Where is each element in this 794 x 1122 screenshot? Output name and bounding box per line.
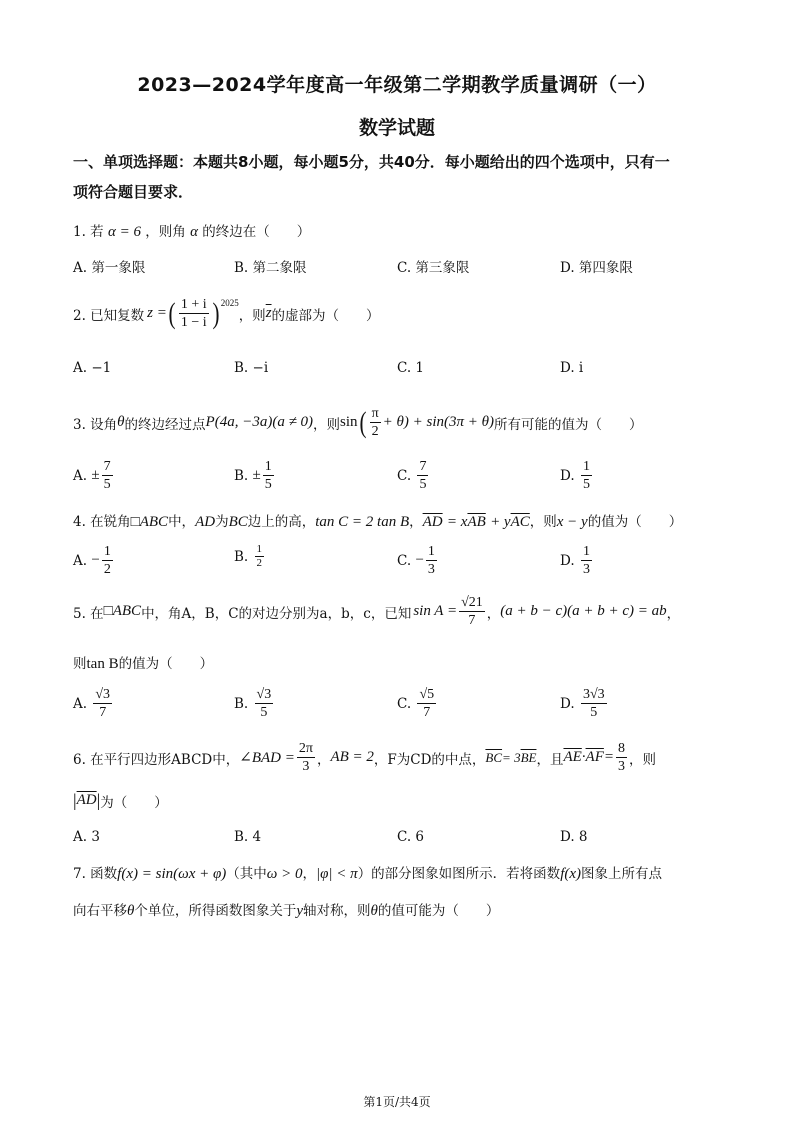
q7-fx2: f(x) bbox=[560, 866, 582, 882]
q4-option-c bbox=[397, 543, 439, 578]
q2-prefix: 2. 已知复数 bbox=[73, 307, 145, 324]
q6-vec-ae: $\overline{AE}$ bbox=[563, 749, 582, 765]
q7-function: f(x) = sin(ωx + φ) bbox=[117, 866, 227, 882]
q4-vec-ac: $\overline{AC}$ bbox=[510, 514, 530, 530]
q4-option-d-label: D. bbox=[560, 552, 575, 569]
q5-tanb: tan B bbox=[86, 656, 119, 672]
q3-option-a-sign: ± bbox=[91, 467, 100, 483]
question-3 bbox=[73, 405, 643, 440]
q7-omega: ω > 0 bbox=[266, 866, 303, 882]
q6-vec-af: $\overline{AF}$ bbox=[585, 749, 604, 765]
q3-expr-tail: + θ) + sin(3π + θ) bbox=[382, 414, 494, 430]
q5-option-d-num: 3√3 bbox=[582, 687, 605, 702]
q5-line2-post: 的值为（ ） bbox=[118, 656, 214, 672]
q7-line2: 向右平移 bbox=[73, 903, 127, 919]
q3-option-d-den: 5 bbox=[582, 477, 590, 492]
q4-option-c-sign: − bbox=[415, 552, 424, 568]
q6-prefix: 6. 在平行四边形ABCD中， bbox=[73, 751, 240, 768]
q4-comma: ， bbox=[409, 514, 423, 530]
q6-option-b: B. 4 bbox=[234, 829, 262, 845]
q3-option-a bbox=[73, 458, 115, 493]
q3-mid1: 的终边经过点 bbox=[124, 416, 206, 433]
q6-abs-left: | bbox=[73, 790, 77, 810]
q4-option-b-label: B. bbox=[234, 548, 249, 565]
q4-triangle: □ABC bbox=[130, 514, 169, 530]
exam-subtitle: 数学试题 bbox=[358, 117, 435, 139]
q2-option-c: C. 1 bbox=[397, 360, 425, 376]
question-6-line2 bbox=[73, 790, 168, 811]
q5-option-c bbox=[397, 686, 438, 721]
q6-angle-num: 2π bbox=[298, 741, 313, 756]
question-7 bbox=[73, 862, 662, 883]
question-2 bbox=[73, 296, 380, 331]
q5-sina: sin A = bbox=[413, 603, 458, 619]
q4-plus: + y bbox=[490, 514, 511, 530]
q6-vec-be: $\overline{BE}$ bbox=[520, 749, 537, 765]
q7-theta: θ bbox=[127, 903, 135, 919]
q6-eq1: = 3 bbox=[502, 749, 521, 765]
q5-option-c-label: C. bbox=[397, 695, 412, 712]
q6-option-a: A. 3 bbox=[73, 829, 100, 845]
q3-lparen: ( bbox=[359, 405, 367, 439]
q1-option-b: B. 第二象限 bbox=[234, 260, 307, 276]
q5-prefix: 5. 在 bbox=[73, 605, 104, 622]
q2-z: z = bbox=[147, 305, 167, 321]
q2-denominator: 1 − i bbox=[180, 315, 207, 330]
q5-equation: (a + b − c)(a + b + c) = ab bbox=[500, 603, 667, 619]
q5-option-d bbox=[560, 686, 609, 721]
q4-option-a bbox=[73, 543, 115, 578]
q7-theta2: θ bbox=[370, 903, 378, 919]
q7-y-axis: y bbox=[296, 903, 304, 919]
q4-option-b-num: 1 bbox=[256, 543, 263, 555]
q6-abs-right: | bbox=[96, 790, 101, 810]
q6-option-c: C. 6 bbox=[397, 829, 425, 845]
q4-option-a-sign: − bbox=[91, 552, 100, 568]
q1-mid: ，则角 bbox=[145, 224, 186, 240]
q5-option-a-den: 7 bbox=[99, 705, 107, 720]
question-1 bbox=[73, 220, 310, 241]
q2-post: 的虚部为（ ） bbox=[271, 307, 380, 324]
q3-option-d-label: D. bbox=[560, 467, 575, 484]
q6-mid2: ，F为CD的中点， bbox=[373, 751, 486, 768]
q4-option-c-label: C. bbox=[397, 552, 412, 569]
q3-prefix: 3. 设角 bbox=[73, 416, 118, 433]
q6-line2-post: 为（ ） bbox=[100, 794, 168, 811]
q5-option-c-den: 7 bbox=[423, 705, 431, 720]
q3-mid2: ，则 bbox=[313, 416, 341, 433]
q7-line2d: 的值可能为（ ） bbox=[377, 903, 500, 919]
q5-option-c-num: √5 bbox=[419, 687, 435, 702]
q2-option-b: B. −i bbox=[234, 360, 269, 376]
q4-tan: tan C = 2 tan B bbox=[315, 514, 410, 530]
q4-mid1: 中， bbox=[168, 514, 196, 530]
q3-option-a-label: A. bbox=[73, 467, 88, 484]
q6-angle: ∠BAD = bbox=[239, 750, 295, 766]
question-5-line2 bbox=[73, 652, 213, 673]
q4-option-b bbox=[234, 543, 266, 570]
page-footer: 第1页/共4页 bbox=[363, 1095, 431, 1109]
question-7-line2 bbox=[73, 899, 499, 920]
q4-option-a-num: 1 bbox=[103, 544, 111, 559]
q3-point: P(4a, −3a)(a ≠ 0) bbox=[205, 414, 314, 430]
q3-sin: sin bbox=[340, 414, 358, 430]
q3-option-c bbox=[397, 458, 430, 493]
q5-denominator: 7 bbox=[468, 613, 476, 628]
q6-result-num: 8 bbox=[618, 741, 625, 756]
q2-numerator: 1 + i bbox=[180, 297, 207, 312]
q4-prefix: 4. 在锐角 bbox=[73, 514, 131, 530]
q3-option-b-num: 1 bbox=[264, 459, 272, 474]
q3-option-a-den: 5 bbox=[103, 477, 111, 492]
q5-option-b bbox=[234, 686, 275, 721]
q5-mid1: 中，角A，B，C的对边分别为a，b，c，已知 bbox=[141, 605, 412, 622]
q5-option-a-num: √3 bbox=[95, 687, 111, 702]
q2-option-d: D. i bbox=[560, 360, 584, 376]
exam-title: 2023—2024学年度高一年级第二学期教学质量调研（一） bbox=[137, 74, 657, 96]
q3-option-b-den: 5 bbox=[264, 477, 272, 492]
q4-option-d-num: 1 bbox=[582, 544, 590, 559]
q4-bc: BC bbox=[228, 514, 248, 530]
question-5 bbox=[73, 594, 680, 629]
q3-option-a-num: 7 bbox=[103, 459, 111, 474]
q4-ad: AD bbox=[195, 514, 216, 530]
q2-zbar: $\overline{z}$ bbox=[265, 305, 272, 321]
q5-end: ， bbox=[666, 605, 681, 622]
q4-mid2: 为 bbox=[215, 514, 229, 530]
q4-eq: = x bbox=[446, 514, 468, 530]
q5-option-a bbox=[73, 686, 114, 721]
q4-option-c-den: 3 bbox=[427, 562, 435, 577]
q2-mid: ，则 bbox=[238, 307, 266, 324]
q3-option-b bbox=[234, 458, 276, 493]
q5-option-b-den: 5 bbox=[260, 705, 268, 720]
q4-option-c-num: 1 bbox=[427, 544, 435, 559]
question-4 bbox=[73, 510, 682, 531]
q7-mid1: （其中 bbox=[226, 866, 267, 882]
q3-option-b-label: B. bbox=[234, 467, 249, 484]
section-heading-line1: 一、单项选择题：本题共8小题，每小题5分，共40分．每小题给出的四个选项中，只有一 bbox=[73, 153, 670, 171]
q7-post: 图象上所有点 bbox=[581, 866, 663, 882]
q4-option-d-den: 3 bbox=[582, 562, 590, 577]
q4-option-b-den: 2 bbox=[256, 557, 263, 569]
q4-xy: x − y bbox=[556, 514, 588, 530]
q6-result-den: 3 bbox=[618, 759, 625, 774]
question-6 bbox=[73, 740, 656, 775]
q4-option-a-label: A. bbox=[73, 552, 88, 569]
q5-line2-pre: 则 bbox=[73, 656, 87, 672]
q5-option-a-label: A. bbox=[73, 695, 88, 712]
q2-option-a: A. −1 bbox=[73, 360, 112, 376]
q4-mid4: ，则 bbox=[529, 514, 557, 530]
q2-lparen: ( bbox=[168, 296, 176, 330]
q5-mid2: ， bbox=[486, 605, 501, 622]
q4-option-d bbox=[560, 543, 594, 578]
q1-prefix: 1. 若 bbox=[73, 224, 104, 240]
q3-option-c-label: C. bbox=[397, 467, 412, 484]
q1-option-d: D. 第四象限 bbox=[560, 260, 633, 276]
q7-line2b: 个单位，所得函数图象关于 bbox=[134, 903, 297, 919]
q3-fraction bbox=[370, 405, 381, 440]
q3-post: 所有可能的值为（ ） bbox=[494, 416, 643, 433]
q2-fraction bbox=[179, 296, 209, 331]
q2-exponent: 2025 bbox=[220, 298, 239, 308]
q7-mid3: ）的部分图象如图所示．若将函数 bbox=[357, 866, 561, 882]
q4-option-a-den: 2 bbox=[103, 562, 111, 577]
q3-theta: θ bbox=[117, 414, 125, 430]
q3-numerator: π bbox=[371, 406, 379, 421]
q6-option-d: D. 8 bbox=[560, 829, 588, 845]
q5-option-d-label: D. bbox=[560, 695, 575, 712]
q6-mid1: ， bbox=[316, 751, 331, 768]
q3-option-c-den: 5 bbox=[419, 477, 427, 492]
q7-mid2: ， bbox=[302, 866, 316, 882]
q6-angle-den: 3 bbox=[302, 759, 310, 774]
q1-option-a: A. 第一象限 bbox=[73, 260, 146, 276]
q6-eq2: = bbox=[603, 749, 614, 765]
q6-vec-bc: $\overline{BC}$ bbox=[485, 749, 503, 765]
q4-post: 的值为（ ） bbox=[587, 514, 683, 530]
q5-option-b-num: √3 bbox=[256, 687, 272, 702]
section-heading-line2: 项符合题目要求． bbox=[73, 183, 194, 201]
q3-option-c-num: 7 bbox=[419, 459, 427, 474]
q3-option-d-num: 1 bbox=[582, 459, 590, 474]
q5-triangle: □ABC bbox=[103, 603, 142, 619]
q6-ab: AB = 2 bbox=[330, 749, 374, 765]
q4-vec-ab: $\overline{AB}$ bbox=[467, 514, 486, 530]
q3-option-d bbox=[560, 458, 594, 493]
q7-phi: |φ| < π bbox=[316, 866, 358, 882]
q5-numerator: √21 bbox=[461, 595, 483, 610]
q3-option-b-sign: ± bbox=[252, 467, 261, 483]
q2-rparen: ) bbox=[212, 296, 220, 330]
q6-dot: · bbox=[581, 749, 586, 765]
q6-vec-ad: $\overline{AD}$ bbox=[76, 792, 97, 808]
q6-mid3: ，且 bbox=[536, 751, 564, 768]
q5-option-d-den: 5 bbox=[590, 705, 598, 720]
q6-end: ，则 bbox=[629, 751, 656, 768]
q4-vec-ad: $\overline{AD}$ bbox=[422, 514, 443, 530]
q1-post: 的终边在（ ） bbox=[202, 224, 311, 240]
q5-option-b-label: B. bbox=[234, 695, 249, 712]
q4-mid3: 边上的高， bbox=[247, 514, 316, 530]
q1-var: α bbox=[190, 224, 198, 240]
q7-prefix: 7. 函数 bbox=[73, 866, 118, 882]
q1-option-c: C. 第三象限 bbox=[397, 260, 470, 276]
q3-denominator: 2 bbox=[371, 424, 379, 439]
q1-math: α = 6 bbox=[107, 224, 141, 240]
q7-line2c: 轴对称，则 bbox=[303, 903, 371, 919]
